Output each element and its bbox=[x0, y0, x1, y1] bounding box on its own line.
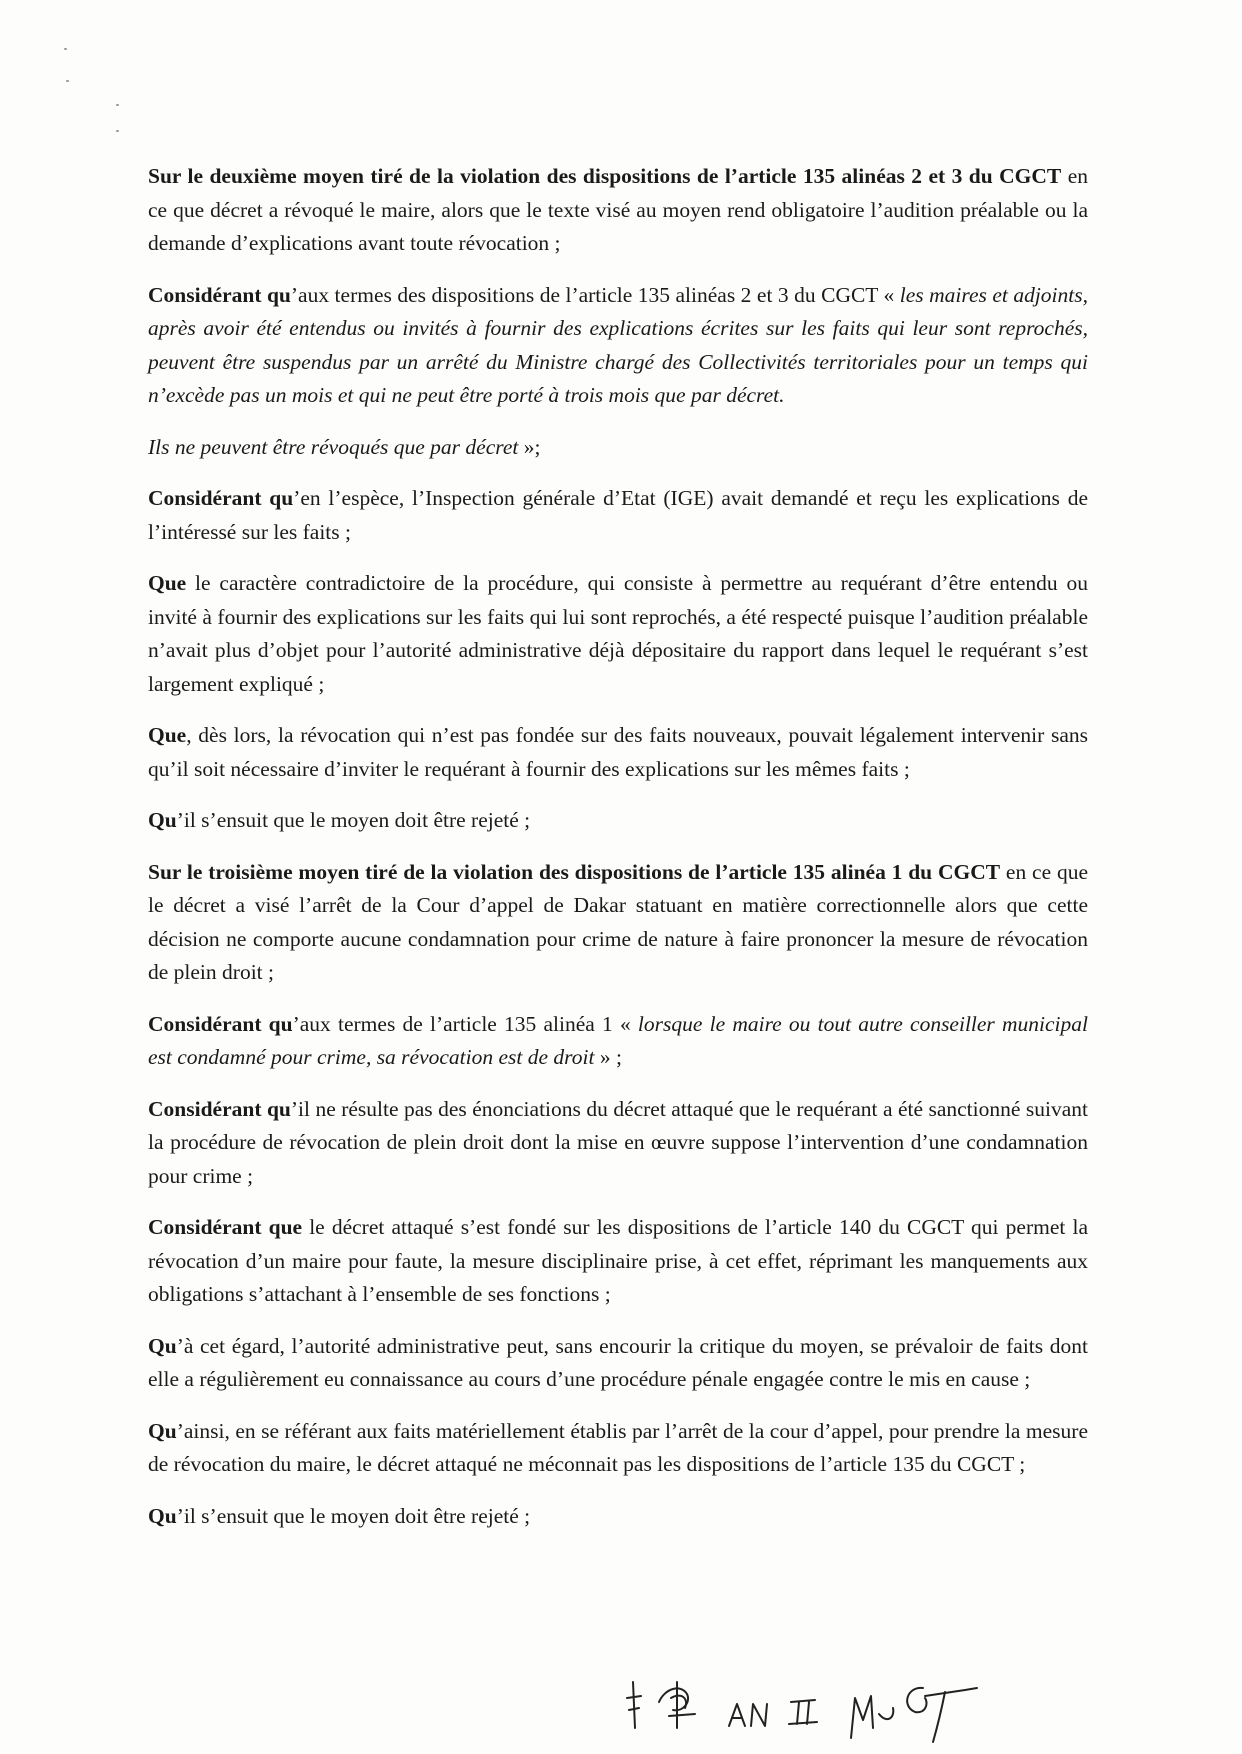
body-text: ’aux termes des dispositions de l’article 135 alinéas 2 et 3 du CGCT « bbox=[290, 282, 900, 307]
paragraph bbox=[148, 804, 1088, 838]
bold-text: Considérant qu bbox=[148, 1096, 291, 1121]
paragraph bbox=[148, 482, 1088, 549]
body-text: »; bbox=[518, 434, 541, 459]
bold-text: Qu bbox=[148, 1333, 177, 1358]
body-text: en ce que le décret a visé l’arrêt de la Cour d’appel de Dakar statuant en matière correctionnelle alors que cette décision ne comporte aucune condamnation pour crime de nature à faire prononcer la mesure de révocation de plein droit ; bbox=[148, 859, 1088, 984]
paragraph bbox=[148, 279, 1088, 413]
paragraph bbox=[148, 1415, 1088, 1482]
body-text: ’en l’espèce, l’Inspection générale d’Etat (IGE) avait demandé et reçu les explications de l’intéressé sur les faits ; bbox=[148, 486, 1088, 544]
body-text: » ; bbox=[594, 1045, 622, 1069]
bold-text: Sur le deuxième moyen tiré de la violation des dispositions de l’article 135 alinéas 2 et 3 du CGCT bbox=[148, 164, 1062, 188]
body-text: le décret attaqué s’est fondé sur les dispositions de l’article 140 du CGCT qui permet la révocation d’un maire pour faute, la mesure disciplinaire prise, à cet effet, réprimant les manquements aux obligations s’attachant à l’ensemble de ses fonctions ; bbox=[148, 1215, 1088, 1306]
body-text: le caractère contradictoire de la procédure, qui consiste à permettre au requérant d’être entendu ou invité à fournir des explications sur les faits qui lui sont reprochés, a été respecté puisque l’audition préalable n’avait plus d’objet pour l’autorité administrative déjà dépositaire du rapport dans lequel le requérant s’est largement expliqué ; bbox=[148, 571, 1088, 696]
italic-quote: lorsque le maire ou tout autre conseiller municipal est condamné pour crime, sa révocation est de droit bbox=[148, 1011, 1088, 1069]
bold-text: Considérant qu bbox=[148, 486, 294, 510]
paragraph bbox=[148, 1093, 1088, 1194]
paragraph bbox=[148, 1500, 1088, 1534]
bold-text: Considérant qu bbox=[148, 282, 291, 307]
handwritten-initials-icon bbox=[625, 1668, 995, 1748]
bold-text: Que bbox=[148, 571, 187, 595]
paragraph bbox=[148, 1211, 1088, 1312]
body-text: ’ainsi, en se référant aux faits matériellement établis par l’arrêt de la cour d’appel, pour prendre la mesure de révocation du maire, le décret attaqué ne méconnait pas les dispositions de l’article 135 du CGCT ; bbox=[148, 1418, 1088, 1476]
body-text: en ce que décret a révoqué le maire, alors que le texte visé au moyen rend obligatoire l’audition préalable ou la demande d’explications avant toute révocation ; bbox=[148, 164, 1089, 255]
paragraph bbox=[148, 431, 1088, 465]
paragraph bbox=[148, 567, 1088, 701]
italic-quote: les maires et adjoints, après avoir été entendus ou invités à fournir des explications écrites sur les faits qui leur sont reprochés, peuvent être suspendus par un arrêté du Ministre chargé des Collectivités territoriales pour un temps qui n’excède pas un mois et qui ne peut être porté à trois mois que par décret. bbox=[148, 282, 1088, 407]
body-text: ’aux termes de l’article 135 alinéa 1 « bbox=[292, 1011, 638, 1036]
paragraph bbox=[148, 1008, 1088, 1075]
italic-quote: Ils ne peuvent être révoqués que par décret bbox=[148, 434, 519, 459]
bold-text: Qu bbox=[148, 808, 177, 832]
paragraph bbox=[148, 160, 1088, 261]
bold-text: Considérant qu bbox=[148, 1011, 293, 1036]
bold-text: Qu bbox=[148, 1418, 177, 1443]
speck bbox=[64, 48, 67, 50]
body-text: , dès lors, la révocation qui n’est pas fondée sur des faits nouveaux, pouvait légalement intervenir sans qu’il soit nécessaire d’inviter le requérant à fournir des explications sur les mêmes faits ; bbox=[148, 723, 1088, 781]
body-text: ’il s’ensuit que le moyen doit être rejeté ; bbox=[176, 808, 531, 832]
paragraph bbox=[148, 1330, 1088, 1397]
speck bbox=[66, 80, 69, 82]
speck bbox=[116, 104, 119, 106]
paragraph bbox=[148, 719, 1088, 786]
body-text: ’il s’ensuit que le moyen doit être rejeté ; bbox=[176, 1503, 531, 1528]
bold-text: Sur le troisième moyen tiré de la violation des dispositions de l’article 135 alinéa 1 du CGCT bbox=[148, 859, 1001, 884]
bold-text: Que bbox=[148, 723, 187, 747]
speck bbox=[116, 130, 119, 132]
body-text: ’à cet égard, l’autorité administrative peut, sans encourir la critique du moyen, se prévaloir de faits dont elle a régulièrement eu connaissance au cours d’une procédure pénale engagée contre le mis en cause ; bbox=[148, 1333, 1088, 1391]
paragraph bbox=[148, 856, 1088, 990]
bold-text: Qu bbox=[148, 1503, 177, 1528]
document-body bbox=[148, 160, 1088, 1551]
bold-text: Considérant que bbox=[148, 1215, 303, 1239]
body-text: ’il ne résulte pas des énonciations du décret attaqué que le requérant a été sanctionné suivant la procédure de révocation de plein droit dont la mise en œuvre suppose l’intervention d’une condamnation pour crime ; bbox=[148, 1096, 1088, 1188]
